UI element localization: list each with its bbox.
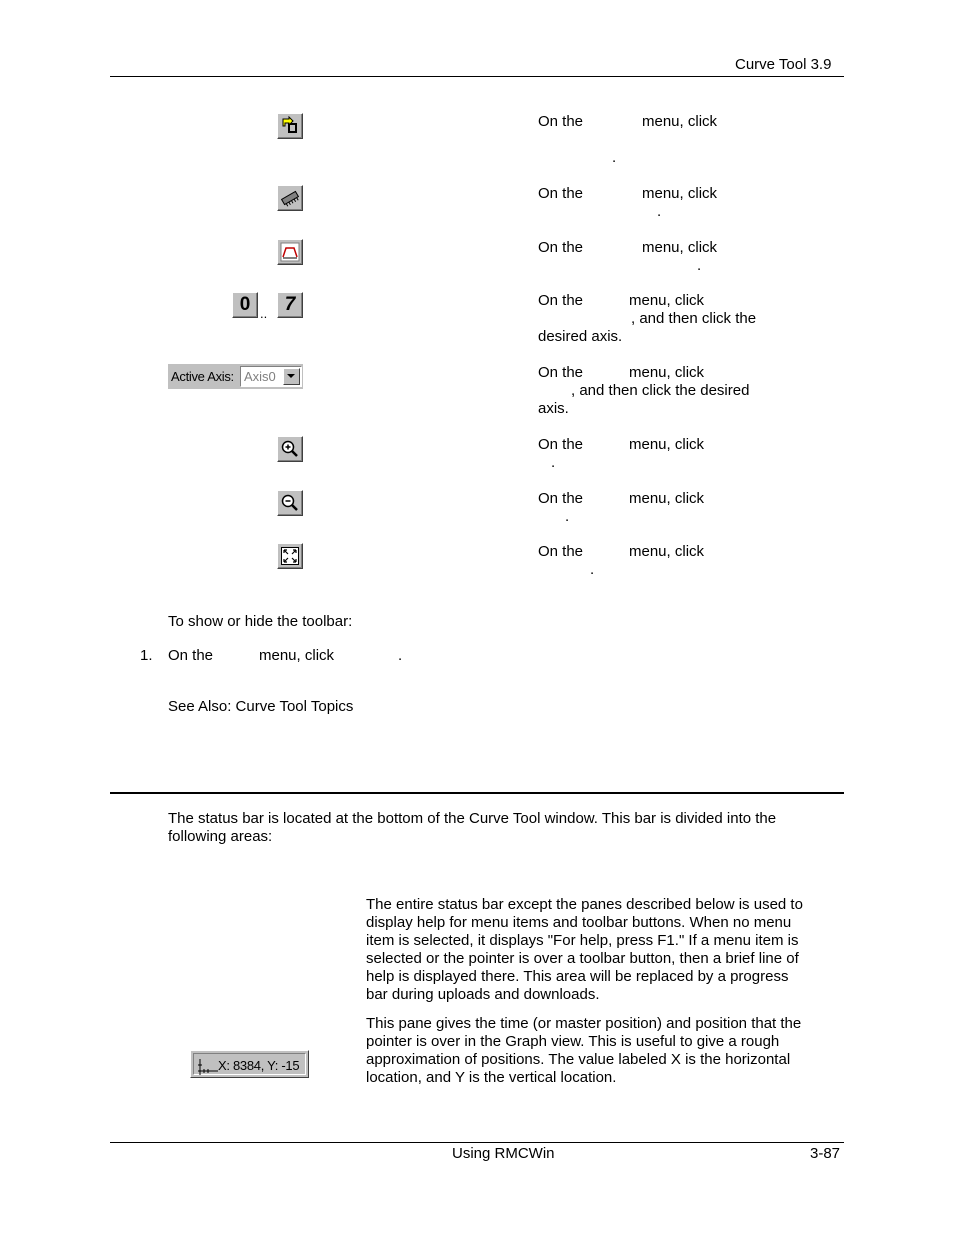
row-on-the: On the [538, 490, 584, 507]
row-menu-click: menu, click [629, 490, 705, 507]
curve-graph-icon [280, 242, 300, 262]
step-on-the: On the [168, 647, 214, 664]
row-on-the: On the [538, 364, 584, 381]
running-header: Curve Tool 3.9 [735, 56, 832, 73]
zoom-out-icon [280, 493, 300, 513]
active-axis-value: Axis0 [244, 369, 276, 384]
page-number: 3-87 [810, 1145, 841, 1162]
section-rule [110, 792, 844, 794]
row-on-the: On the [538, 185, 584, 202]
row-period: . [612, 149, 617, 166]
axis-0-label: 0 [239, 294, 251, 315]
row-on-the: On the [538, 113, 584, 130]
header-rule [110, 76, 844, 77]
memory-toolbar-button[interactable] [277, 185, 303, 211]
row-then-click: , and then click the desired [571, 382, 750, 399]
row-on-the: On the [538, 543, 584, 560]
row-period: . [590, 561, 595, 578]
crosshair-icon [197, 1057, 219, 1077]
row-menu-click: menu, click [629, 364, 705, 381]
axis-7-label: 7 [284, 294, 296, 315]
show-hide-intro: To show or hide the toolbar: [168, 613, 353, 630]
active-axis-label: Active Axis: [171, 369, 234, 384]
row-then-click: , and then click the [631, 310, 757, 327]
axis-0-button[interactable] [232, 292, 258, 318]
zoom-in-icon [280, 439, 300, 459]
zoom-out-button[interactable] [277, 490, 303, 516]
zoom-fit-icon [280, 546, 300, 566]
zoom-in-button[interactable] [277, 436, 303, 462]
row-period: . [657, 203, 662, 220]
zoom-fit-button[interactable] [277, 543, 303, 569]
axis-range-ellipsis: .. [260, 306, 268, 321]
row-period: . [551, 454, 556, 471]
dropdown-arrow-icon[interactable] [283, 368, 300, 385]
row-on-the: On the [538, 436, 584, 453]
memory-chip-icon [280, 188, 300, 208]
row-menu-click: menu, click [629, 436, 705, 453]
row-menu-click: menu, click [642, 185, 718, 202]
position-readout: X: 8384, Y: -15 [218, 1058, 300, 1073]
position-pane-description: This pane gives the time (or master position) and position that the pointer is over in the Graph view. This is useful to give a rough approximation of positions. The value labeled X is the horizontal location, and Y is the vertical location. [366, 1015, 802, 1086]
footer-rule [110, 1142, 844, 1143]
row-menu-click: menu, click [642, 113, 718, 130]
row-on-the: On the [538, 239, 584, 256]
footer-title: Using RMCWin [452, 1145, 555, 1162]
active-axis-select[interactable] [240, 366, 302, 387]
axis-7-button[interactable] [277, 292, 303, 318]
row-menu-click: menu, click [629, 543, 705, 560]
position-pane [190, 1050, 309, 1078]
graph-toolbar-button[interactable] [277, 239, 303, 265]
row-desired-axis: desired axis. [538, 328, 623, 345]
row-axis: axis. [538, 400, 569, 417]
row-period: . [697, 257, 702, 274]
see-also-link[interactable]: See Also: Curve Tool Topics [168, 698, 354, 715]
row-menu-click: menu, click [629, 292, 705, 309]
status-bar-intro: The status bar is located at the bottom of the Curve Tool window. This bar is divided into the following areas: [168, 810, 777, 845]
upload-icon [280, 116, 300, 136]
step-period: . [398, 647, 403, 664]
row-period: . [565, 508, 570, 525]
help-area-description: The entire status bar except the panes described below is used to display help for menu items and toolbar buttons. When no menu item is selected, it displays "For help, press F1." If a menu item is selected or the pointer is over a toolbar button, then a brief line of help is displayed there. This area will be replaced by a progress bar during uploads and downloads. [366, 896, 803, 1003]
step-menu-click: menu, click [259, 647, 335, 664]
step-number: 1. [140, 647, 153, 664]
active-axis-combo[interactable] [168, 364, 303, 389]
row-menu-click: menu, click [642, 239, 718, 256]
row-on-the: On the [538, 292, 584, 309]
upload-toolbar-button[interactable] [277, 113, 303, 139]
